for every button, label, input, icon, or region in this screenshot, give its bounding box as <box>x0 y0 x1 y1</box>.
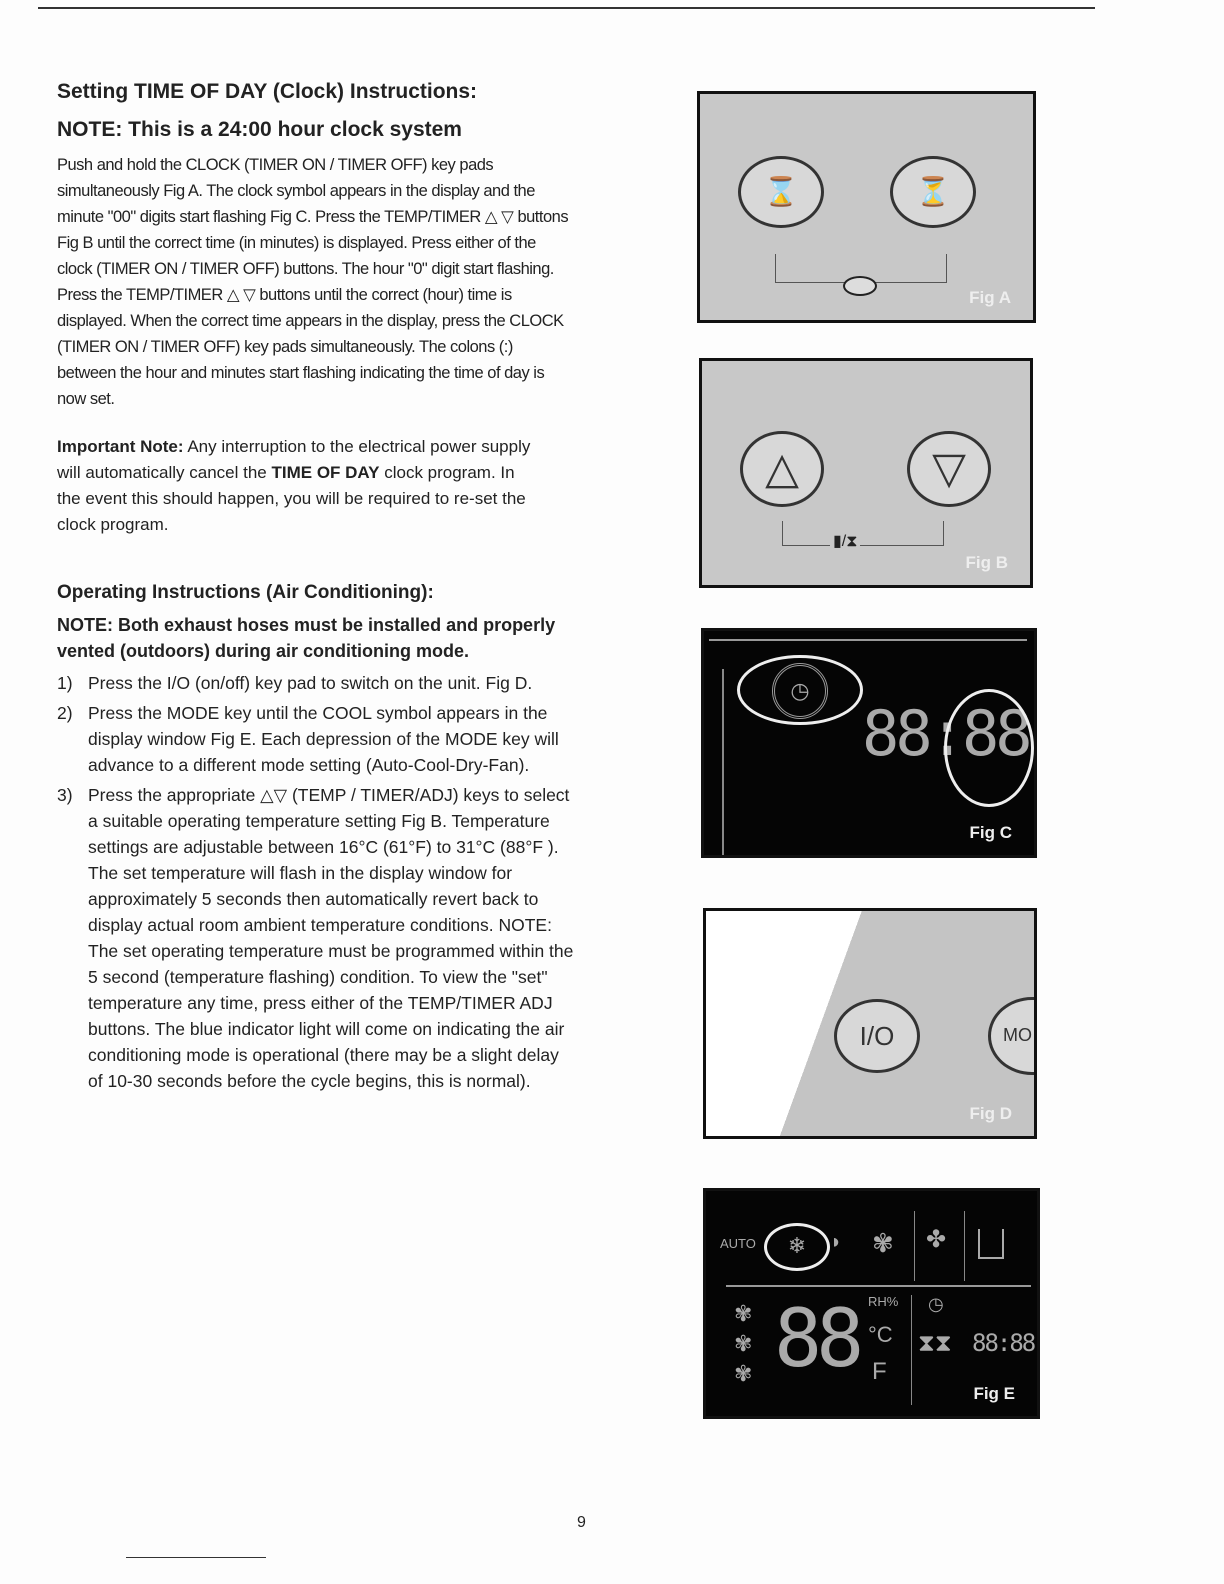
fan-icon: ✾ <box>872 1228 894 1258</box>
clock-note: NOTE: This is a 24:00 hour clock system <box>57 118 462 141</box>
figure-d <box>703 908 1037 1139</box>
horizontal-divider <box>726 1285 1031 1287</box>
step-3 <box>57 782 577 1094</box>
clock-icon <box>843 276 877 296</box>
clock-section-title: Setting TIME OF DAY (Clock) Instructions: <box>57 80 478 103</box>
bottom-rule <box>126 1557 266 1558</box>
step-2 <box>57 700 577 778</box>
temp-up-button-icon: △ <box>740 431 824 507</box>
fig-a-label: Fig A <box>969 288 1011 308</box>
fig-c-label: Fig C <box>969 823 1012 843</box>
cool-highlight-ellipse: ❄ <box>764 1223 830 1271</box>
step-text: Press the MODE key until the COOL symbol appears in the display window Fig E. Each depression of the MODE key will advance to a different mode setting (Auto-Cool-Dry-Fan). <box>88 703 559 775</box>
figure-b <box>699 358 1033 588</box>
important-note <box>57 434 537 538</box>
text-column <box>57 78 577 1098</box>
operating-title: Operating Instructions (Air Conditioning): <box>57 582 434 603</box>
figure-e <box>703 1188 1040 1419</box>
top-rule <box>38 7 1095 9</box>
timer-icon: ⧗⧗ <box>918 1330 952 1357</box>
celsius-label: °C <box>868 1322 893 1347</box>
fig-d-label: Fig D <box>969 1104 1012 1124</box>
figure-a <box>697 91 1036 323</box>
minutes-highlight-ellipse <box>944 689 1034 807</box>
important-end: clock program. In the event this should happen, you will be required to re-set the clock program. <box>57 463 526 534</box>
auto-mode-label: AUTO <box>720 1236 756 1251</box>
fahrenheit-label: F <box>872 1358 887 1385</box>
important-label: Important Note: <box>57 437 184 456</box>
important-bold: TIME OF DAY <box>271 463 380 482</box>
power-button-icon: I/O <box>834 999 920 1073</box>
page-number: 9 <box>577 1514 586 1531</box>
clock-icon: ◷ <box>772 663 828 719</box>
connector-line <box>782 521 944 546</box>
step-number: 1) <box>57 673 73 693</box>
time-digits: 88:88 <box>972 1329 1035 1357</box>
operating-note: NOTE: Both exhaust hoses must be installed and properly vented (outdoors) during air conditioning mode. <box>57 615 556 661</box>
temperature-digits: 88 <box>774 1292 859 1385</box>
divider <box>914 1211 915 1281</box>
timer-on-button-icon: ⌛ <box>738 156 824 228</box>
dry-icon: ◗ <box>830 1231 843 1253</box>
clock-icon: ◷ <box>928 1294 944 1314</box>
water-tank-icon <box>978 1229 1004 1259</box>
fan-speed-icon: ✾ ✾ ✾ <box>734 1301 753 1386</box>
fig-e-label: Fig E <box>973 1384 1015 1404</box>
operating-section <box>57 580 577 1094</box>
display-left-line <box>722 669 724 858</box>
figure-c <box>701 628 1037 858</box>
step-number: 2) <box>57 703 73 723</box>
step-1 <box>57 670 577 696</box>
important-text: Any interruption to the electrical power supply will automatically cancel the <box>57 437 531 482</box>
step-text: Press the appropriate △▽ (TEMP / TIMER/ADJ) keys to select a suitable operating temperature setting Fig B. Temperature settings are adjustable between 16°C (61°F) to 31°C (88°F ). The set temperature will flash in the display window for approximately 5 seconds then automatically revert back to display actual room ambient temperature conditions. NOTE: The set operating temperature must be programmed within the 5 second (temperature flashing) condition. To view the "set" temperature any time, press either of the TEMP/TIMER ADJ buttons. The blue indicator light will come on indicating the air conditioning mode is operational (there may be a slight delay of 10-30 seconds before the cycle begins, this is normal). <box>88 785 574 1091</box>
swing-icon: ✤ <box>926 1226 947 1253</box>
time-digits: 88:88 <box>862 697 1029 770</box>
humidity-label: RH% <box>868 1294 899 1309</box>
temp-down-button-icon: ▽ <box>907 431 991 507</box>
fig-b-label: Fig B <box>965 553 1008 573</box>
step-text: Press the I/O (on/off) key pad to switch on the unit. Fig D. <box>88 673 533 693</box>
operating-steps <box>57 670 577 1094</box>
display-top-line <box>709 639 1027 641</box>
step-number: 3) <box>57 785 73 805</box>
thermometer-timer-icon: ▮/⧗ <box>830 533 860 551</box>
divider <box>964 1211 965 1281</box>
clock-instructions: Push and hold the CLOCK (TIMER ON / TIMER OFF) key pads simultaneously Fig A. The clock symbol appears in the display and the minute "00" digits start flashing Fig C. Press the TEMP/TIMER △ ▽ buttons Fig B until the correct time (in minutes) is displayed. Press either of the clock (TIMER ON / TIMER OFF) buttons. The hour "0" digit start flashing. Press the TEMP/TIMER △ ▽ buttons until the correct (hour) time is displayed. When the correct time appears in the display, press the CLOCK (TIMER ON / TIMER OFF) key pads simultaneously. The colons (:) between the hour and minutes start flashing indicating the time of day is now set. <box>57 156 569 408</box>
timer-off-button-icon: ⏳ <box>890 156 976 228</box>
mode-button-icon: MO <box>988 997 1037 1075</box>
divider <box>911 1295 912 1405</box>
